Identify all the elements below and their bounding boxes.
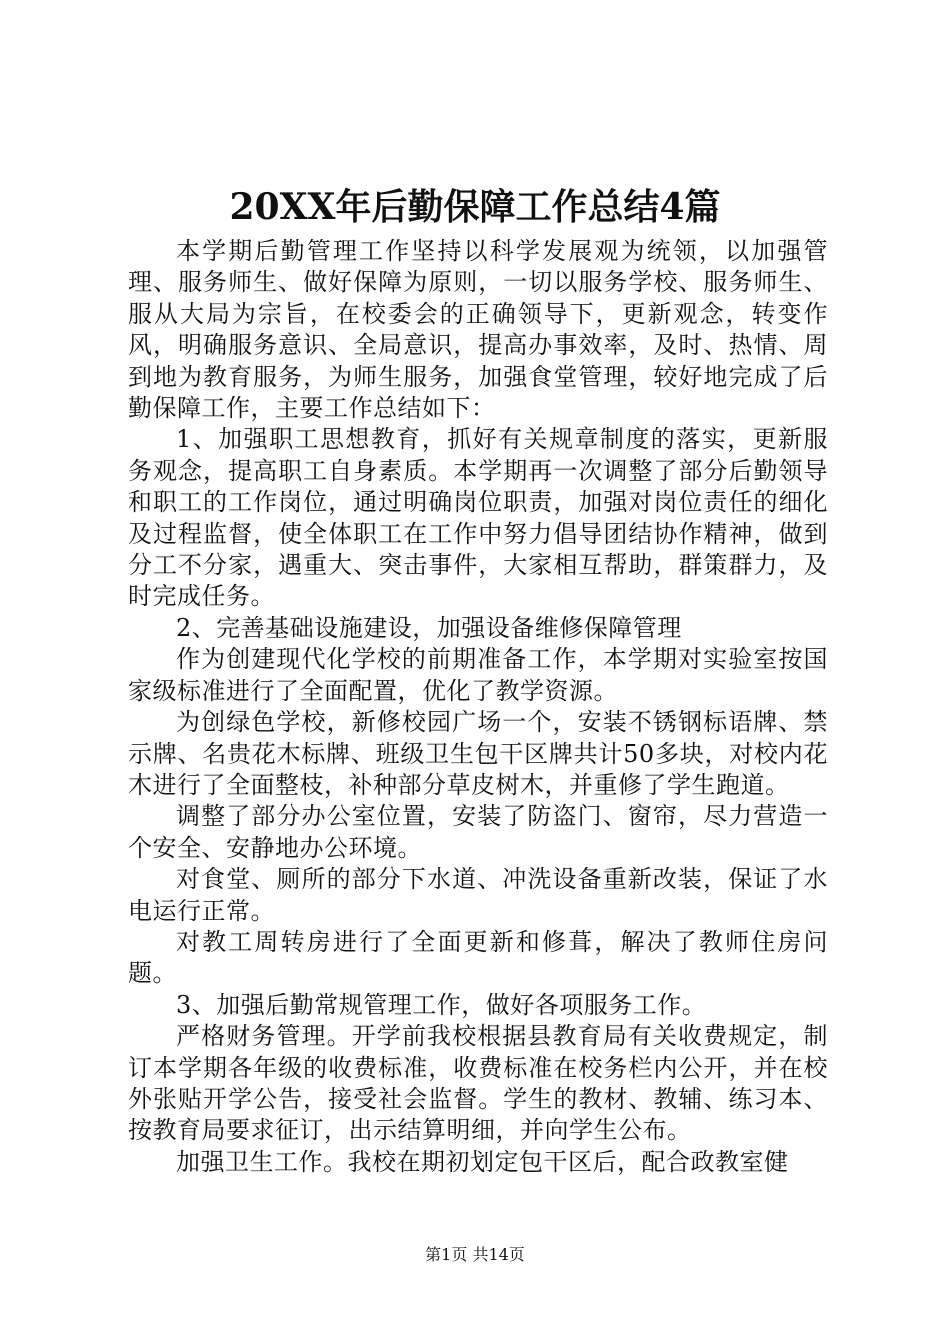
paragraph: 对教工周转房进行了全面更新和修葺，解决了教师住房问题。 (128, 927, 828, 988)
page-footer: 第1页 共14页 (425, 1245, 525, 1264)
paragraph: 本学期后勤管理工作坚持以科学发展观为统领，以加强管理、服务师生、做好保障为原则，一切以服务学校、服务师生、服从大局为宗旨，在校委会的正确领导下，更新观念，转变作风，明确服务意识、全局意识，提高办事效率，及时、热情、周到地为教育服务，为师生服务，加强食堂管理，较好地完成了后勤保障工作，主要工作总结如下： (128, 237, 828, 423)
paragraph: 3、加强后勤常规管理工作，做好各项服务工作。 (176, 990, 707, 1019)
document-title: 20XX年后勤保障工作总结4篇 (229, 186, 721, 228)
paragraph: 为创绿色学校，新修校园广场一个，安装不锈钢标语牌、禁示牌、名贵花木标牌、班级卫生包干区牌共计50多块，对校内花木进行了全面整枝，补种部分草皮树木，并重修了学生跑道。 (128, 708, 828, 799)
paragraph: 调整了部分办公室位置，安装了防盗门、窗帘，尽力营造一个安全、安静地办公环境。 (128, 802, 828, 862)
paragraph: 加强卫生工作。我校在期初划定包干区后，配合政教室健 (176, 1147, 789, 1176)
document-body (128, 236, 828, 1178)
paragraph: 2、完善基础设施建设，加强设备维修保障管理 (176, 613, 682, 642)
paragraph: 作为创建现代化学校的前期准备工作，本学期对实验室按国家级标准进行了全面配置，优化了教学资源。 (128, 645, 828, 705)
paragraph: 1、加强职工思想教育，抓好有关规章制度的落实，更新服务观念，提高职工自身素质。本学期再一次调整了部分后勤领导和职工的工作岗位，通过明确岗位职责，加强对岗位责任的细化及过程监督，使全体职工在工作中努力倡导团结协作精神，做到分工不分家，遇重大、突击事件，大家相互帮助，群策群力，及时完成任务。 (128, 425, 828, 611)
paragraph: 对食堂、厕所的部分下水道、冲洗设备重新改装，保证了水电运行正常。 (128, 865, 828, 925)
paragraph: 严格财务管理。开学前我校根据县教育局有关收费规定，制订本学期各年级的收费标准，收费标准在校务栏内公开，并在校外张贴开学公告，接受社会监督。学生的教材、教辅、练习本、按教育局要求征订，出示结算明细，并向学生公布。 (128, 1022, 828, 1145)
